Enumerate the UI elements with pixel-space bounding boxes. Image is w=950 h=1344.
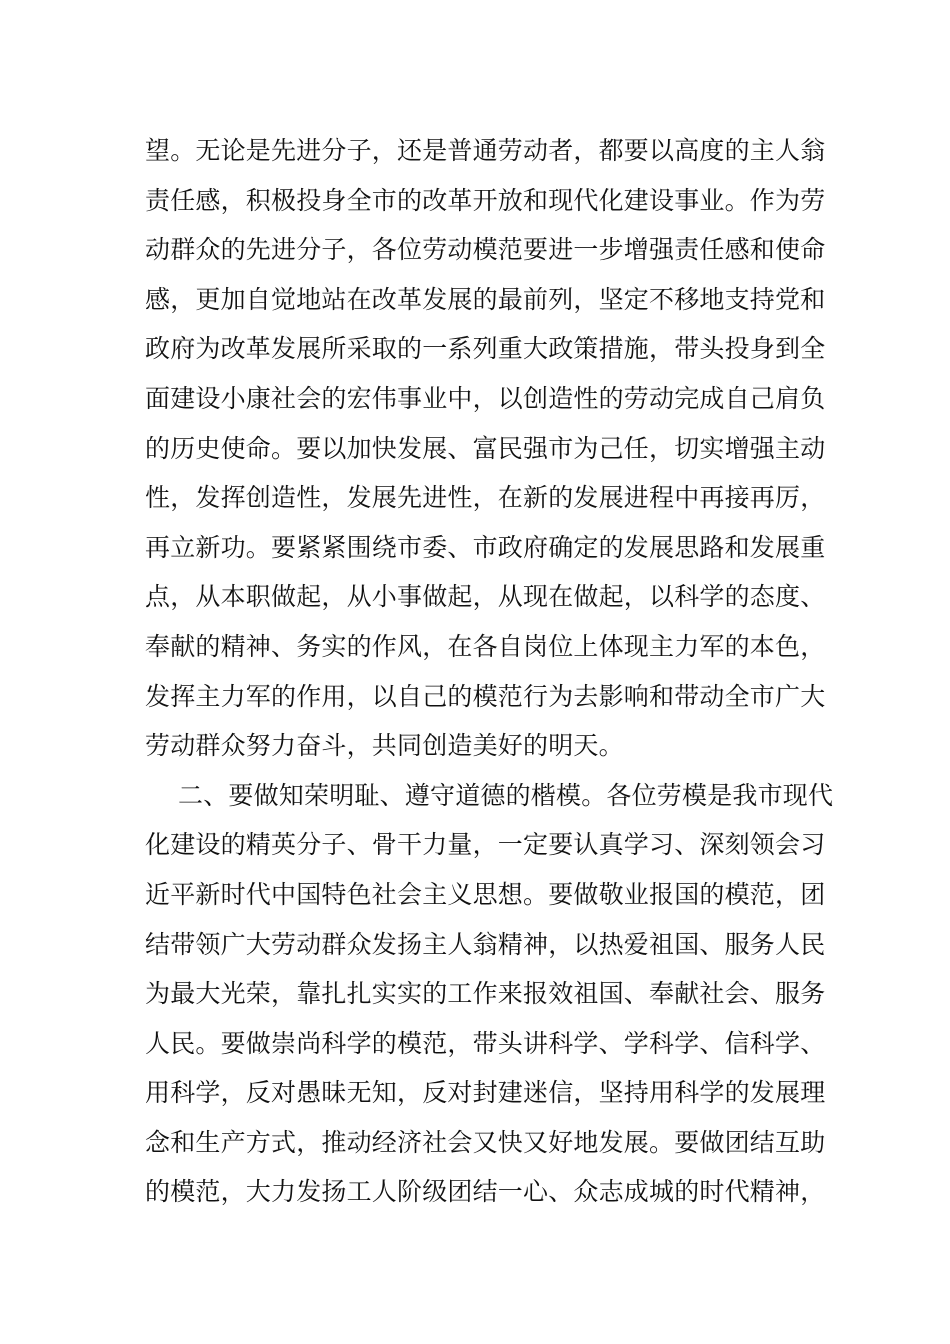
text-line: 奉献的精神、务实的作风，在各自岗位上体现主力军的本色，: [145, 631, 826, 661]
text-line: 面建设小康社会的宏伟事业中，以创造性的劳动完成自己肩负: [145, 383, 826, 413]
body-text: [145, 126, 834, 1217]
text-line: 发挥主力军的作用，以自己的模范行为去影响和带动全市广大: [145, 681, 826, 711]
text-line: 望。无论是先进分子，还是普通劳动者，都要以高度的主人翁: [145, 136, 826, 165]
text-line: 性，发挥创造性，发展先进性，在新的发展进程中再接再厉，: [145, 483, 826, 513]
text-line: 近平新时代中国特色社会主义思想。要做敬业报国的模范，团: [145, 879, 826, 909]
text-line: 点，从本职做起，从小事做起，从现在做起，以科学的态度、: [145, 582, 826, 612]
text-line: 为最大光荣，靠扎扎实实的工作来报效祖国、奉献社会、服务: [145, 979, 826, 1009]
text-line: 用科学，反对愚昧无知，反对封建迷信，坚持用科学的发展理: [145, 1078, 826, 1108]
text-line: 的模范，大力发扬工人阶级团结一心、众志成城的时代精神，: [145, 1177, 826, 1207]
text-line: 责任感，积极投身全市的改革开放和现代化建设事业。作为劳: [145, 185, 826, 215]
text-line: 劳动群众努力奋斗，共同创造美好的明天。: [145, 731, 624, 761]
text-line: 动群众的先进分子，各位劳动模范要进一步增强责任感和使命: [145, 235, 826, 265]
text-line: 化建设的精英分子、骨干力量，一定要认真学习、深刻领会习: [145, 830, 826, 860]
text-line: 感，更加自觉地站在改革发展的最前列，坚定不移地支持党和: [145, 284, 826, 314]
text-line: 再立新功。要紧紧围绕市委、市政府确定的发展思路和发展重: [145, 532, 826, 562]
paragraph-start-line: 二、要做知荣明耻、遵守道德的楷模。各位劳模是我市现代: [178, 780, 834, 810]
text-line: 的历史使命。要以加快发展、富民强市为己任，切实增强主动: [145, 433, 826, 463]
text-line: 念和生产方式，推动经济社会又快又好地发展。要做团结互助: [145, 1127, 826, 1157]
text-line: 人民。要做崇尚科学的模范，带头讲科学、学科学、信科学、: [145, 1028, 826, 1058]
text-line: 结带领广大劳动群众发扬主人翁精神，以热爱祖国、服务人民: [145, 929, 826, 959]
text-line: 政府为改革发展所采取的一系列重大政策措施，带头投身到全: [145, 334, 826, 364]
